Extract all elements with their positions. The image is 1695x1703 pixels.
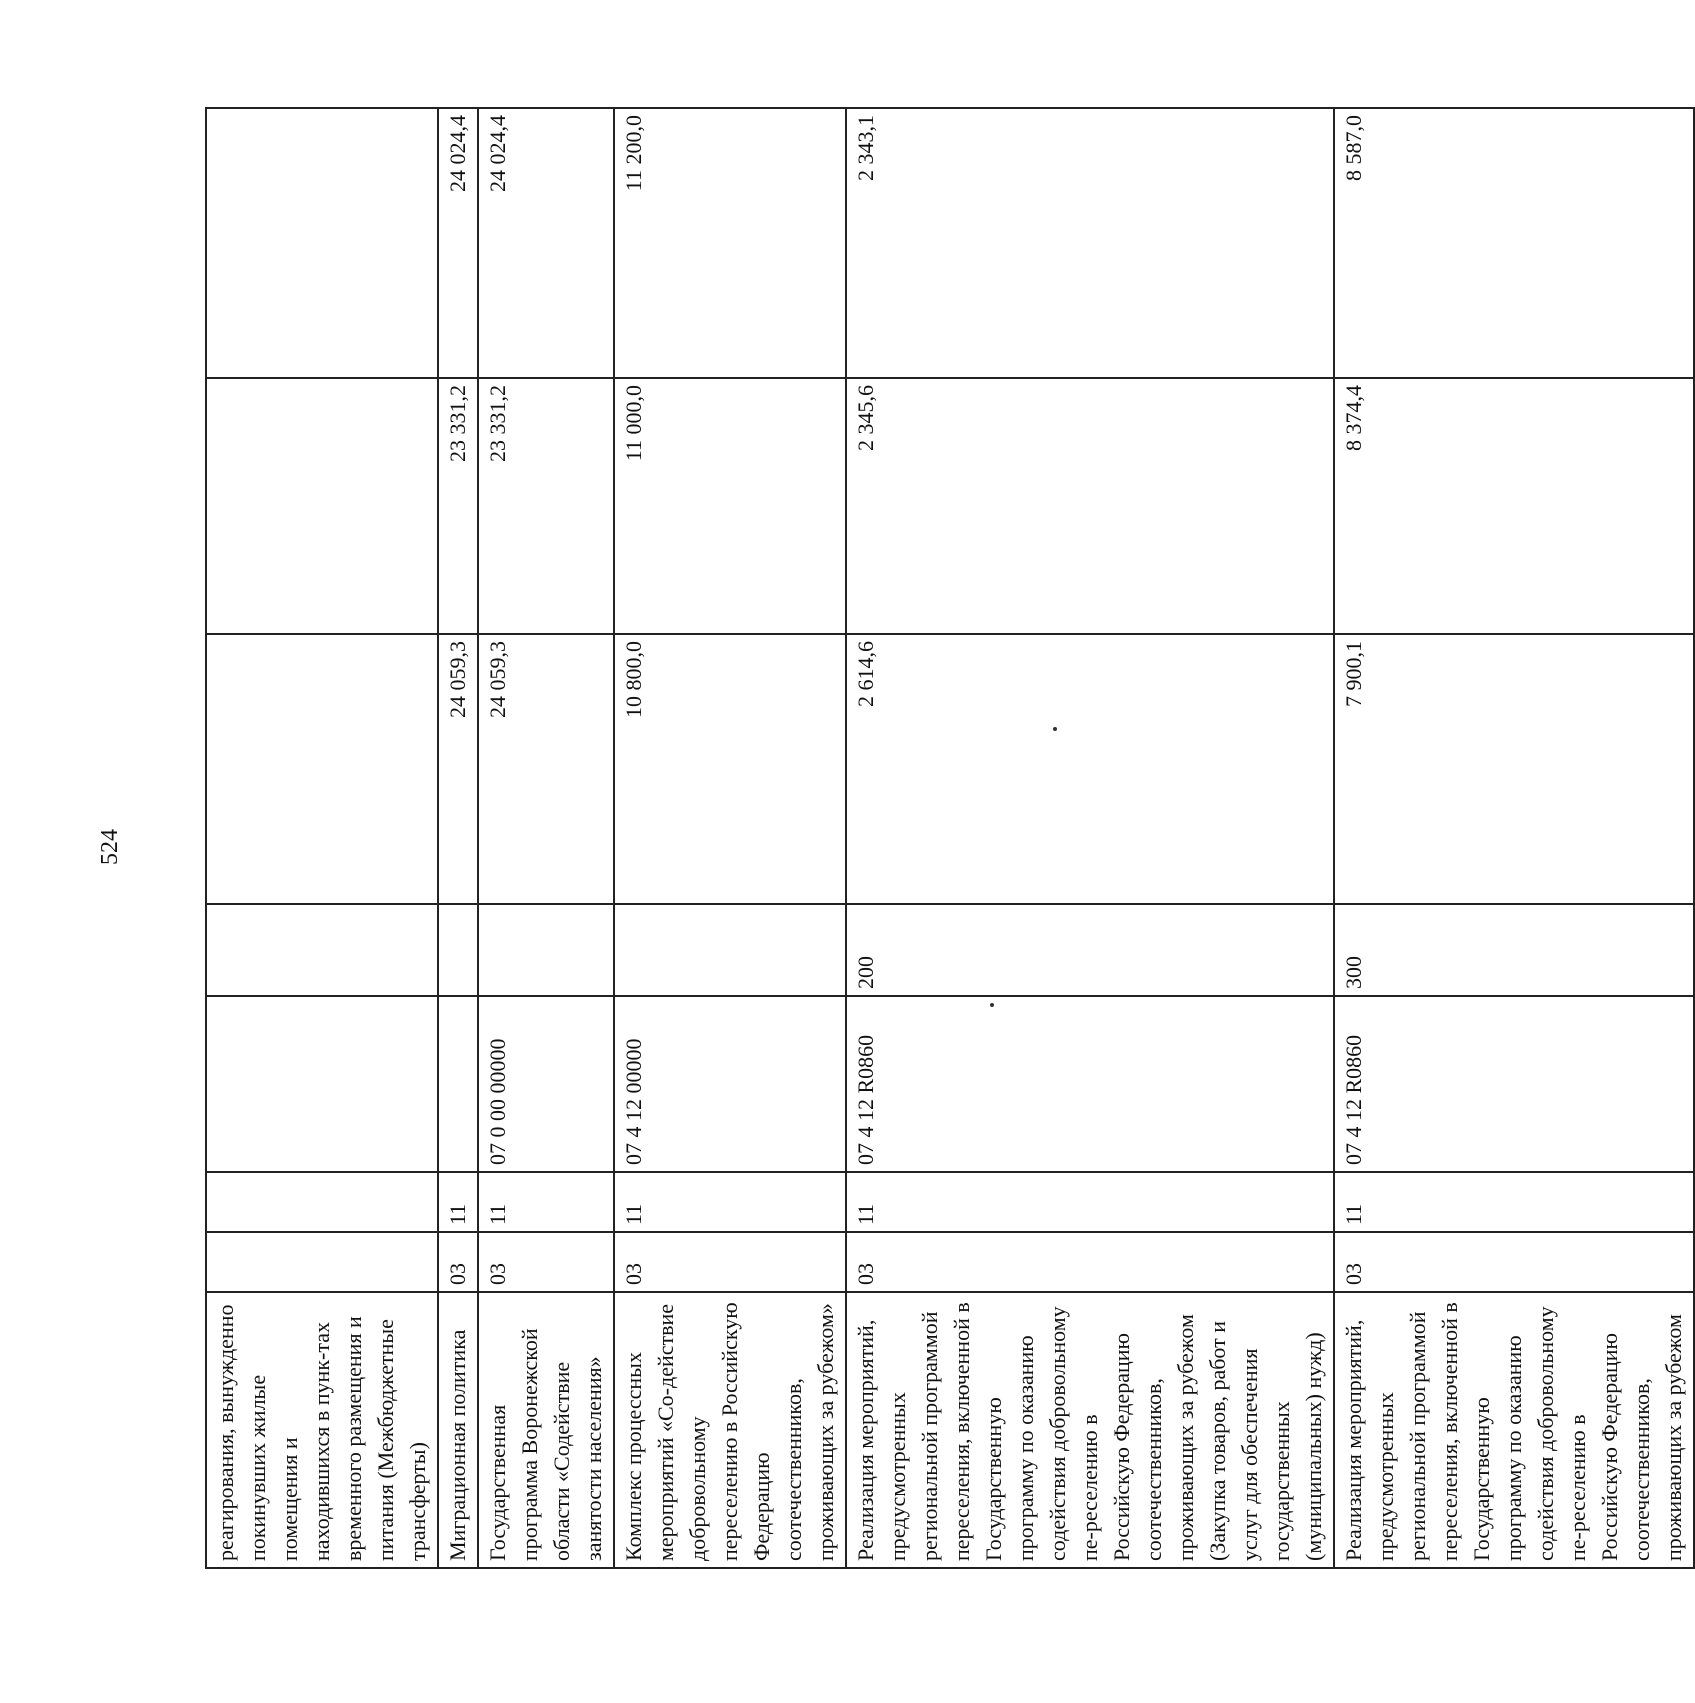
cell-year-1: 10 800,0 — [614, 634, 846, 904]
cell-pr: 11 — [1334, 1172, 1694, 1232]
cell-year-2: 2 345,6 — [846, 378, 1334, 634]
cell-year-1 — [206, 634, 438, 904]
cell-vr — [614, 904, 846, 996]
scan-speck — [990, 1003, 994, 1007]
table-row — [206, 108, 438, 1568]
cell-name: Реализация мероприятий, предусмотренных региональной программой переселения, включенной в Государственную программу по оказанию содействия добровольному пе-реселению в Российскую Федерацию соотечественников, проживающих за рубежом — [1334, 1292, 1694, 1568]
cell-name: Реализация мероприятий, предусмотренных региональной программой переселения, включенной в Государственную программу по оказанию содействия добровольному пе-реселению в Российскую Федерацию соотечественников, проживающих за рубежом (Закупка товаров, работ и услуг для обеспечения государственных (муниципальных) нужд) — [846, 1292, 1334, 1568]
cell-year-2: 8 374,4 — [1334, 378, 1694, 634]
cell-year-1: 24 059,3 — [438, 634, 478, 904]
cell-year-2: 23 331,2 — [478, 378, 614, 634]
table-row — [846, 108, 1334, 1568]
cell-pr: 11 — [614, 1172, 846, 1232]
cell-csr: 07 4 12 R0860 — [1334, 996, 1694, 1172]
cell-csr: 07 4 12 R0860 — [846, 996, 1334, 1172]
cell-rz: 03 — [438, 1232, 478, 1292]
cell-name: Миграционная политика — [438, 1292, 478, 1568]
cell-pr: 11 — [478, 1172, 614, 1232]
cell-year-3: 24 024,4 — [478, 108, 614, 378]
cell-year-3: 11 200,0 — [614, 108, 846, 378]
cell-year-3: 2 343,1 — [846, 108, 1334, 378]
cell-rz: 03 — [846, 1232, 1334, 1292]
budget-table-rotated — [205, 109, 1686, 1569]
cell-year-1: 24 059,3 — [478, 634, 614, 904]
cell-csr: 07 0 00 00000 — [478, 996, 614, 1172]
cell-pr: 11 — [846, 1172, 1334, 1232]
cell-year-2: 11 000,0 — [614, 378, 846, 634]
cell-vr — [438, 904, 478, 996]
cell-csr — [206, 996, 438, 1172]
cell-year-3: 8 587,0 — [1334, 108, 1694, 378]
table-row — [614, 108, 846, 1568]
cell-year-1: 2 614,6 — [846, 634, 1334, 904]
cell-pr: 11 — [438, 1172, 478, 1232]
cell-name: Государственная программа Воронежской области «Содействие занятости населения» — [478, 1292, 614, 1568]
cell-vr: 200 — [846, 904, 1334, 996]
cell-vr — [478, 904, 614, 996]
table-row — [1334, 108, 1694, 1568]
budget-table-wrap — [205, 109, 1686, 1569]
cell-csr: 07 4 12 00000 — [614, 996, 846, 1172]
cell-year-3: 24 024,4 — [438, 108, 478, 378]
cell-rz: 03 — [478, 1232, 614, 1292]
cell-rz — [206, 1232, 438, 1292]
cell-year-2 — [206, 378, 438, 634]
cell-name: Комплекс процессных мероприятий «Со-действие добровольному переселению в Российскую Федерацию соотечественников, проживающих за рубежом» — [614, 1292, 846, 1568]
table-row — [478, 108, 614, 1568]
cell-name: реагирования, вынужденно покинувших жилые помещения и находившихся в пунк-тах временного размещения и питания (Межбюджетные трансферты) — [206, 1292, 438, 1568]
cell-vr: 300 — [1334, 904, 1694, 996]
cell-pr — [206, 1172, 438, 1232]
cell-year-1: 7 900,1 — [1334, 634, 1694, 904]
cell-csr — [438, 996, 478, 1172]
cell-year-2: 23 331,2 — [438, 378, 478, 634]
page-number: 524 — [97, 829, 123, 865]
table-row — [438, 108, 478, 1568]
scan-speck — [1053, 727, 1057, 731]
budget-table — [205, 107, 1695, 1569]
cell-year-3 — [206, 108, 438, 378]
cell-rz: 03 — [614, 1232, 846, 1292]
cell-rz: 03 — [1334, 1232, 1694, 1292]
cell-vr — [206, 904, 438, 996]
